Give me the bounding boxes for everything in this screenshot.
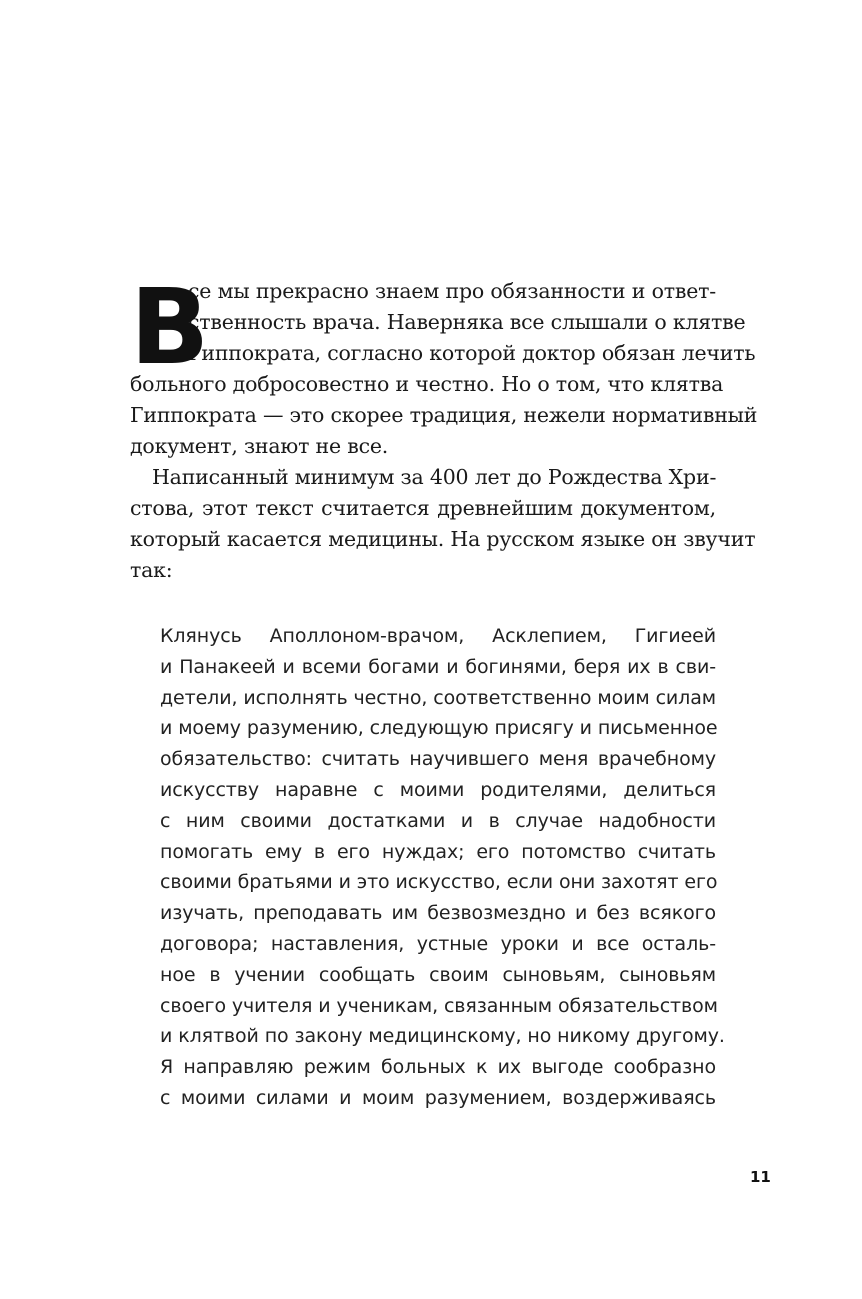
quote-line: Клянусь Аполлоном-врачом, Асклепием, Гигиеей bbox=[160, 625, 716, 647]
quote-line: помогать ему в его нуждах; его потомство считать bbox=[160, 840, 716, 863]
intro-line: больного добросовестно и честно. Но о том, что клятва bbox=[130, 372, 724, 396]
quote-line: и клятвой по закону медицинскому, но никому другому. bbox=[160, 1025, 725, 1048]
quote-line: искусству наравне с моими родителями, делиться bbox=[160, 778, 716, 801]
intro-line: се мы прекрасно знаем про обязанности и ответ- bbox=[188, 279, 716, 303]
quote-line: с ним своими достатками и в случае надобности bbox=[160, 809, 716, 832]
quote-line: своими братьями и это искусство, если они захотят его bbox=[160, 871, 718, 894]
intro-line: ственность врача. Наверняка все слышали о клятве bbox=[188, 310, 746, 334]
quote-line: и Панакеей и всеми богами и богинями, беря их в сви- bbox=[160, 655, 716, 678]
intro-line: Гиппократа — это скорее традиция, нежели нормативный bbox=[130, 403, 758, 427]
hippocratic-oath-quote bbox=[160, 621, 725, 1114]
quote-line: детели, исполнять честно, соответственно моим силам bbox=[160, 686, 716, 709]
paragraph-line: который касается медицины. На русском языке он звучит bbox=[130, 527, 756, 551]
quote-line: Я направляю режим больных к их выгоде сообразно bbox=[160, 1056, 716, 1079]
quote-line: своего учителя и ученикам, связанным обязательством bbox=[160, 994, 718, 1017]
quote-line: обязательство: считать научившего меня врачебному bbox=[160, 748, 716, 771]
body-text bbox=[130, 266, 758, 586]
drop-cap: В bbox=[130, 266, 210, 388]
paragraph-line: так: bbox=[130, 558, 173, 582]
quote-line: изучать, преподавать им безвозмездно и без всякого bbox=[160, 902, 716, 925]
quote-line: договора; наставления, устные уроки и все осталь- bbox=[160, 932, 716, 955]
quote-line: ное в учении сообщать своим сыновьям, сыновьям bbox=[160, 963, 716, 986]
paragraph-line: стова, этот текст считается древнейшим документом, bbox=[130, 496, 716, 520]
page-number: 11 bbox=[750, 1168, 771, 1186]
quote-line: и моему разумению, следующую присягу и письменное bbox=[160, 717, 718, 740]
intro-line: документ, знают не все. bbox=[130, 434, 389, 458]
paragraph-line: Написанный минимум за 400 лет до Рождества Хри- bbox=[152, 465, 717, 489]
intro-line: Гиппократа, согласно которой доктор обязан лечить bbox=[188, 341, 756, 365]
quote-line: с моими силами и моим разумением, воздерживаясь bbox=[160, 1086, 716, 1109]
